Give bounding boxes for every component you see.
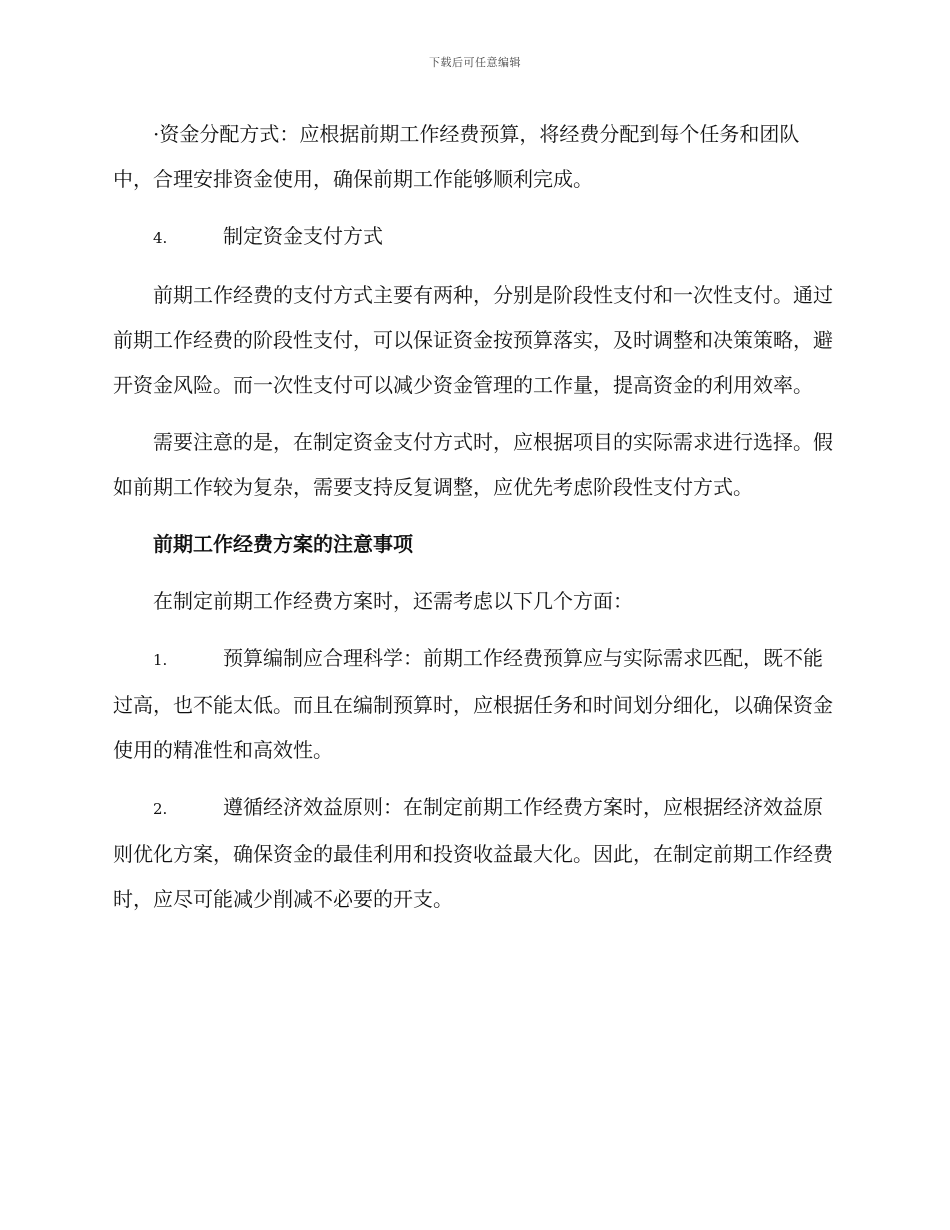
numbered-item-4 — [113, 214, 838, 261]
item-text: 遵循经济效益原则：在制定前期工作经费方案时，应根据经济效益原则优化方案，确保资金的最佳利用和投资收益最大化。因此，在制定前期工作经费时，应尽可能减少削减不必要的开支。 — [113, 795, 833, 911]
numbered-item-2 — [113, 785, 838, 922]
numbered-item-1 — [113, 636, 838, 773]
document-body — [113, 112, 838, 934]
paragraph-payment-methods: 前期工作经费的支付方式主要有两种，分别是阶段性支付和一次性支付。通过前期工作经费的阶段性支付，可以保证资金按预算落实，及时调整和决策策略，避开资金风险。而一次性支付可以减少资金管理的工作量，提高资金的利用效率。 — [113, 283, 833, 397]
item-number: 4. — [153, 229, 168, 247]
item-text: 制定资金支付方式 — [223, 224, 383, 248]
item-number: 2. — [153, 800, 168, 818]
page-header: 下载后可任意编辑 — [429, 56, 521, 69]
paragraph-fund-allocation: ·资金分配方式：应根据前期工作经费预算，将经费分配到每个任务和团队中，合理安排资金使用，确保前期工作能够顺利完成。 — [113, 122, 800, 191]
section-heading: 前期工作经费方案的注意事项 — [153, 532, 413, 556]
item-number: 1. — [153, 651, 168, 669]
paragraph-considerations-intro: 在制定前期工作经费方案时，还需考虑以下几个方面： — [153, 589, 633, 613]
item-text: 预算编制应合理科学：前期工作经费预算应与实际需求匹配，既不能过高，也不能太低。而且在编制预算时，应根据任务和时间划分细化，以确保资金使用的精准性和高效性。 — [113, 646, 833, 762]
paragraph-payment-note: 需要注意的是，在制定资金支付方式时，应根据项目的实际需求进行选择。假如前期工作较为复杂，需要支持反复调整，应优先考虑阶段性支付方式。 — [113, 430, 833, 499]
